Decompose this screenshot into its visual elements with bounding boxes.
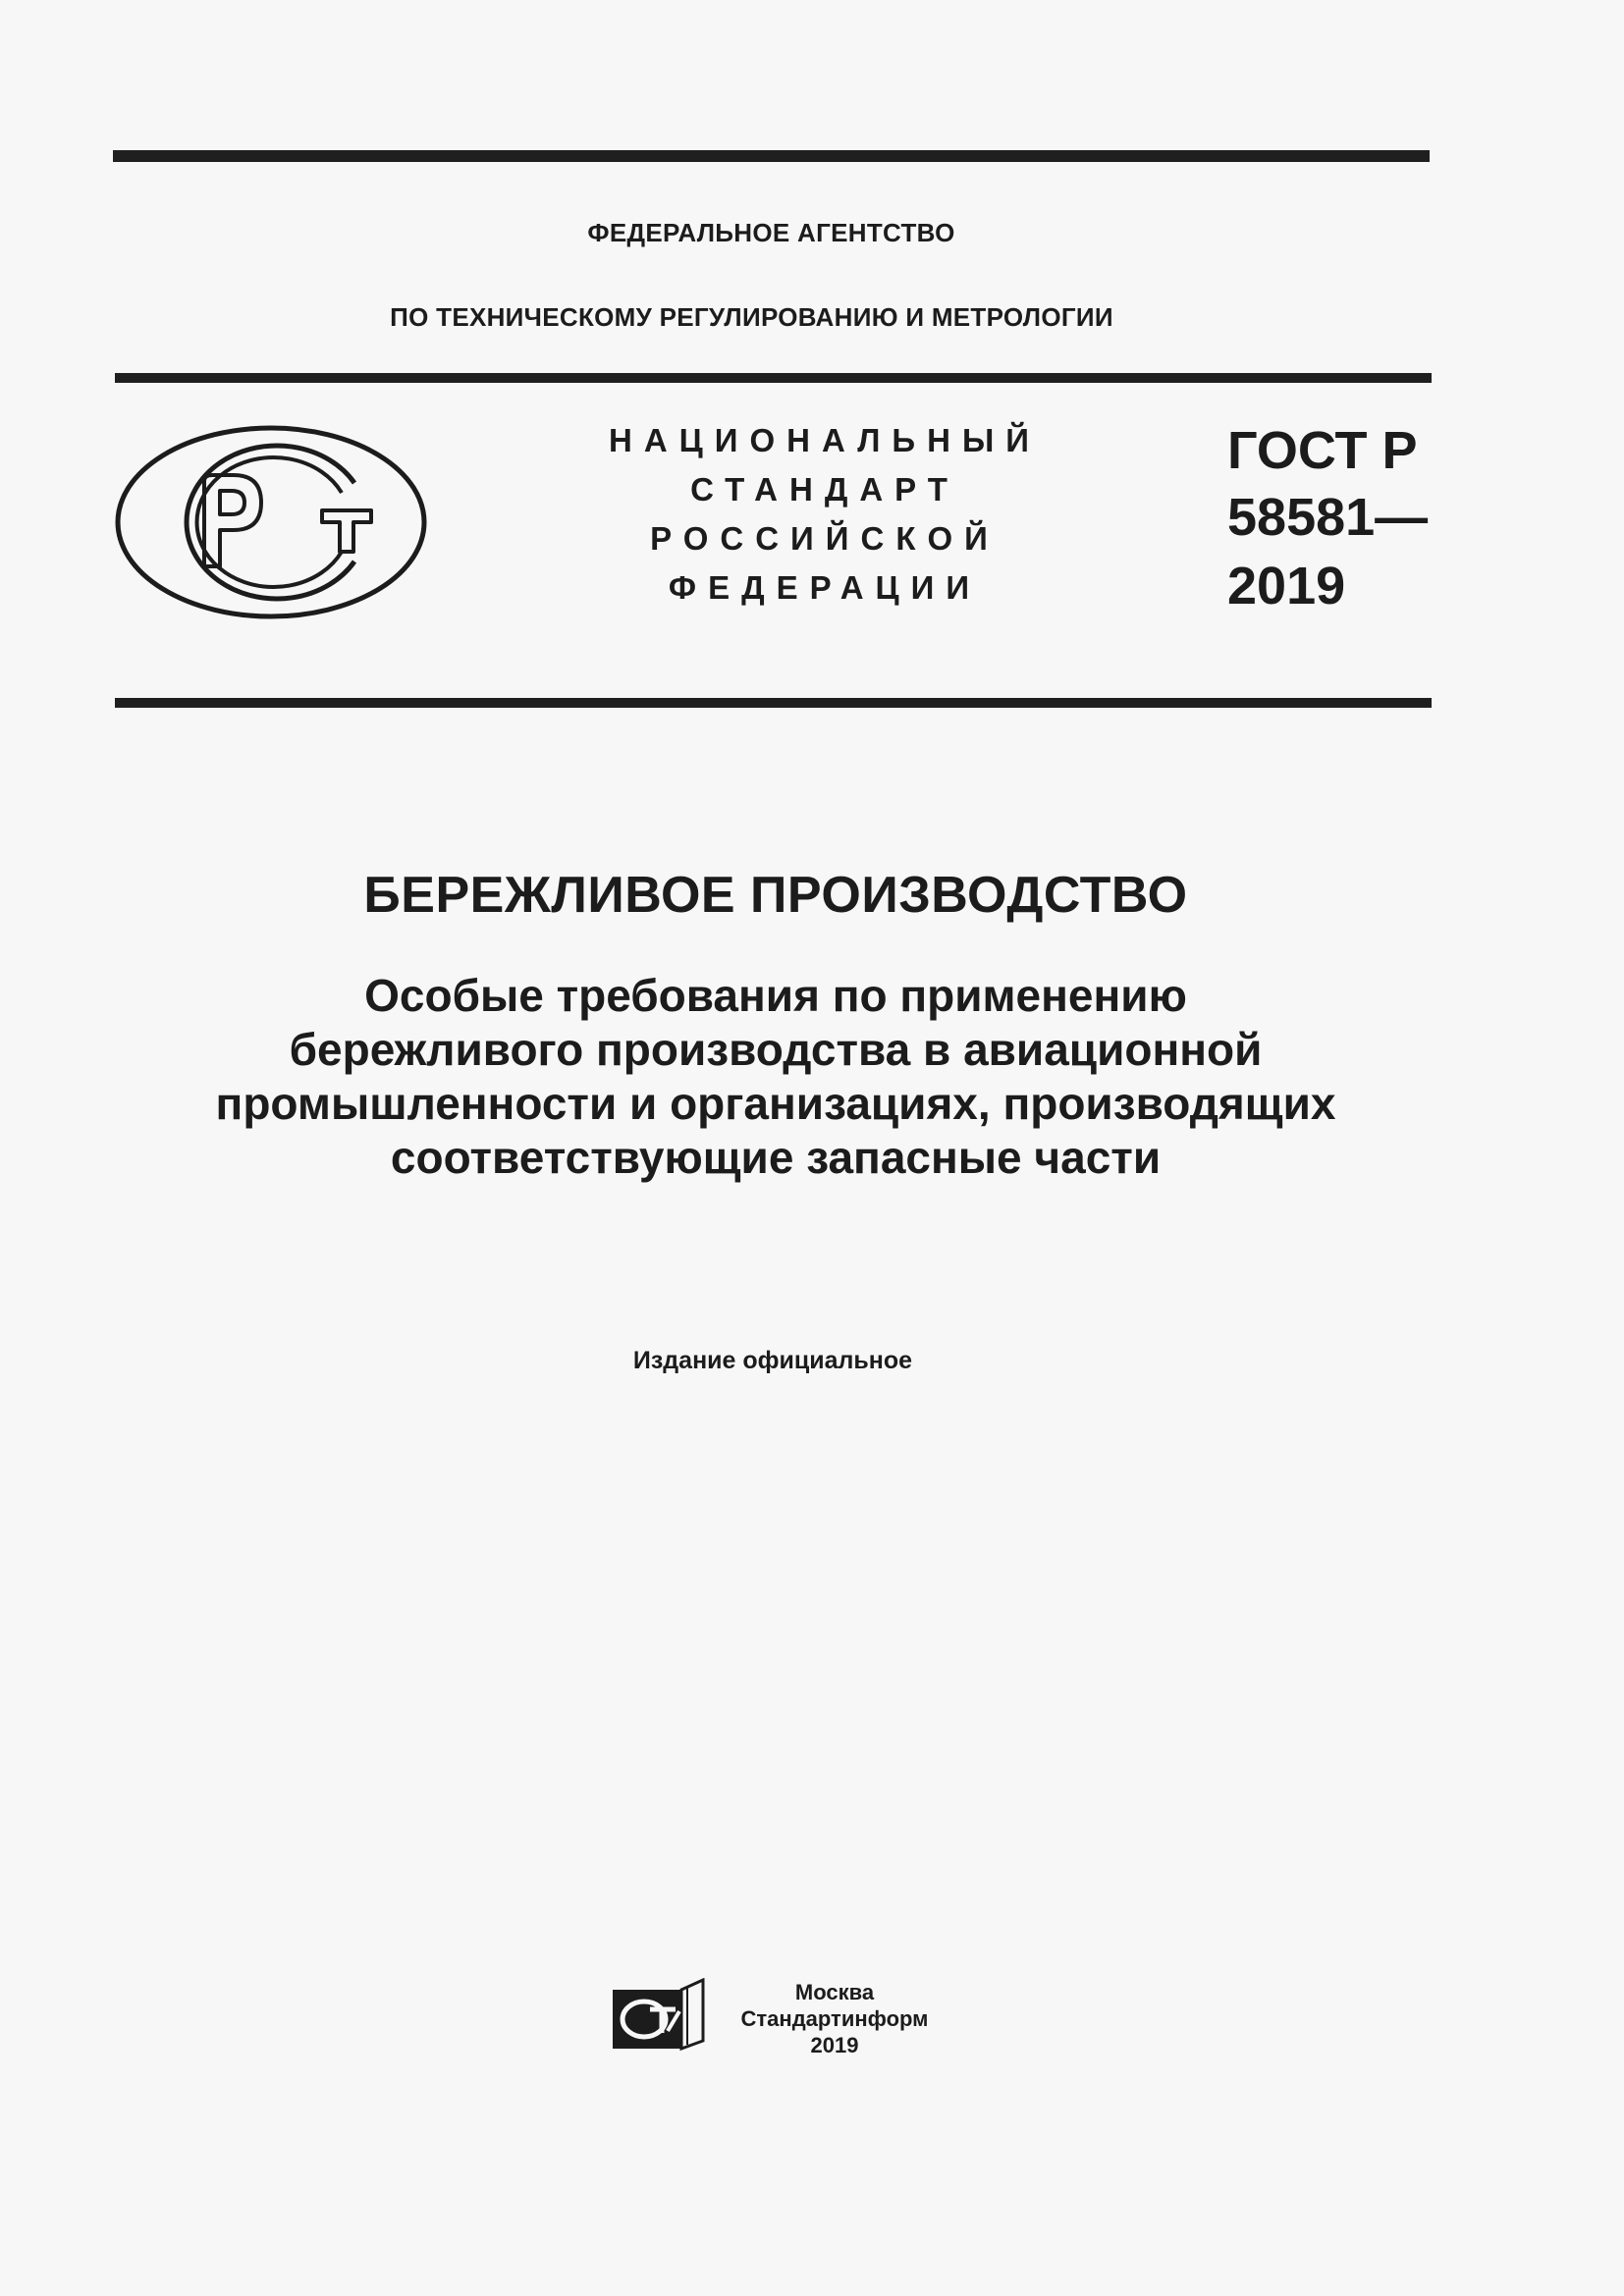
subtitle-line-3: промышленности и организациях, производящих bbox=[215, 1078, 1336, 1129]
designation-line-1: НАЦИОНАЛЬНЫЙ bbox=[609, 422, 1041, 458]
standard-year: 2019 bbox=[1227, 557, 1346, 615]
subtitle-line-1: Особые требования по применению bbox=[364, 970, 1187, 1021]
designation-line-3: РОССИЙСКОЙ bbox=[650, 520, 1000, 557]
document-title: БЕРЕЖЛИВОЕ ПРОИЗВОДСТВО bbox=[363, 867, 1188, 924]
standard-number: 58581— bbox=[1227, 488, 1429, 547]
edition-label: Издание официальное bbox=[632, 1347, 913, 1374]
agency-name-line-2: ПО ТЕХНИЧЕСКОМУ РЕГУЛИРОВАНИЮ И МЕТРОЛОГИИ bbox=[390, 302, 1113, 332]
subtitle-line-2: бережливого производства в авиационной bbox=[289, 1024, 1263, 1075]
designation-line-4: ФЕДЕРАЦИИ bbox=[668, 569, 982, 606]
rst-logo-icon bbox=[114, 424, 428, 620]
designation-line-2: СТАНДАРТ bbox=[690, 471, 959, 507]
imprint-year: 2019 bbox=[810, 2033, 859, 2057]
imprint-city: Москва bbox=[794, 1980, 875, 2004]
header-bottom-divider bbox=[115, 698, 1432, 708]
agency-name-line-1: ФЕДЕРАЛЬНОЕ АГЕНТСТВО bbox=[587, 218, 955, 247]
standartinform-logo-icon bbox=[611, 1978, 705, 2053]
top-divider bbox=[113, 150, 1430, 162]
standard-prefix: ГОСТ Р bbox=[1227, 421, 1418, 480]
header-divider bbox=[115, 373, 1432, 383]
imprint-publisher: Стандартинформ bbox=[740, 2006, 929, 2031]
subtitle-line-4: соответствующие запасные части bbox=[390, 1132, 1162, 1183]
